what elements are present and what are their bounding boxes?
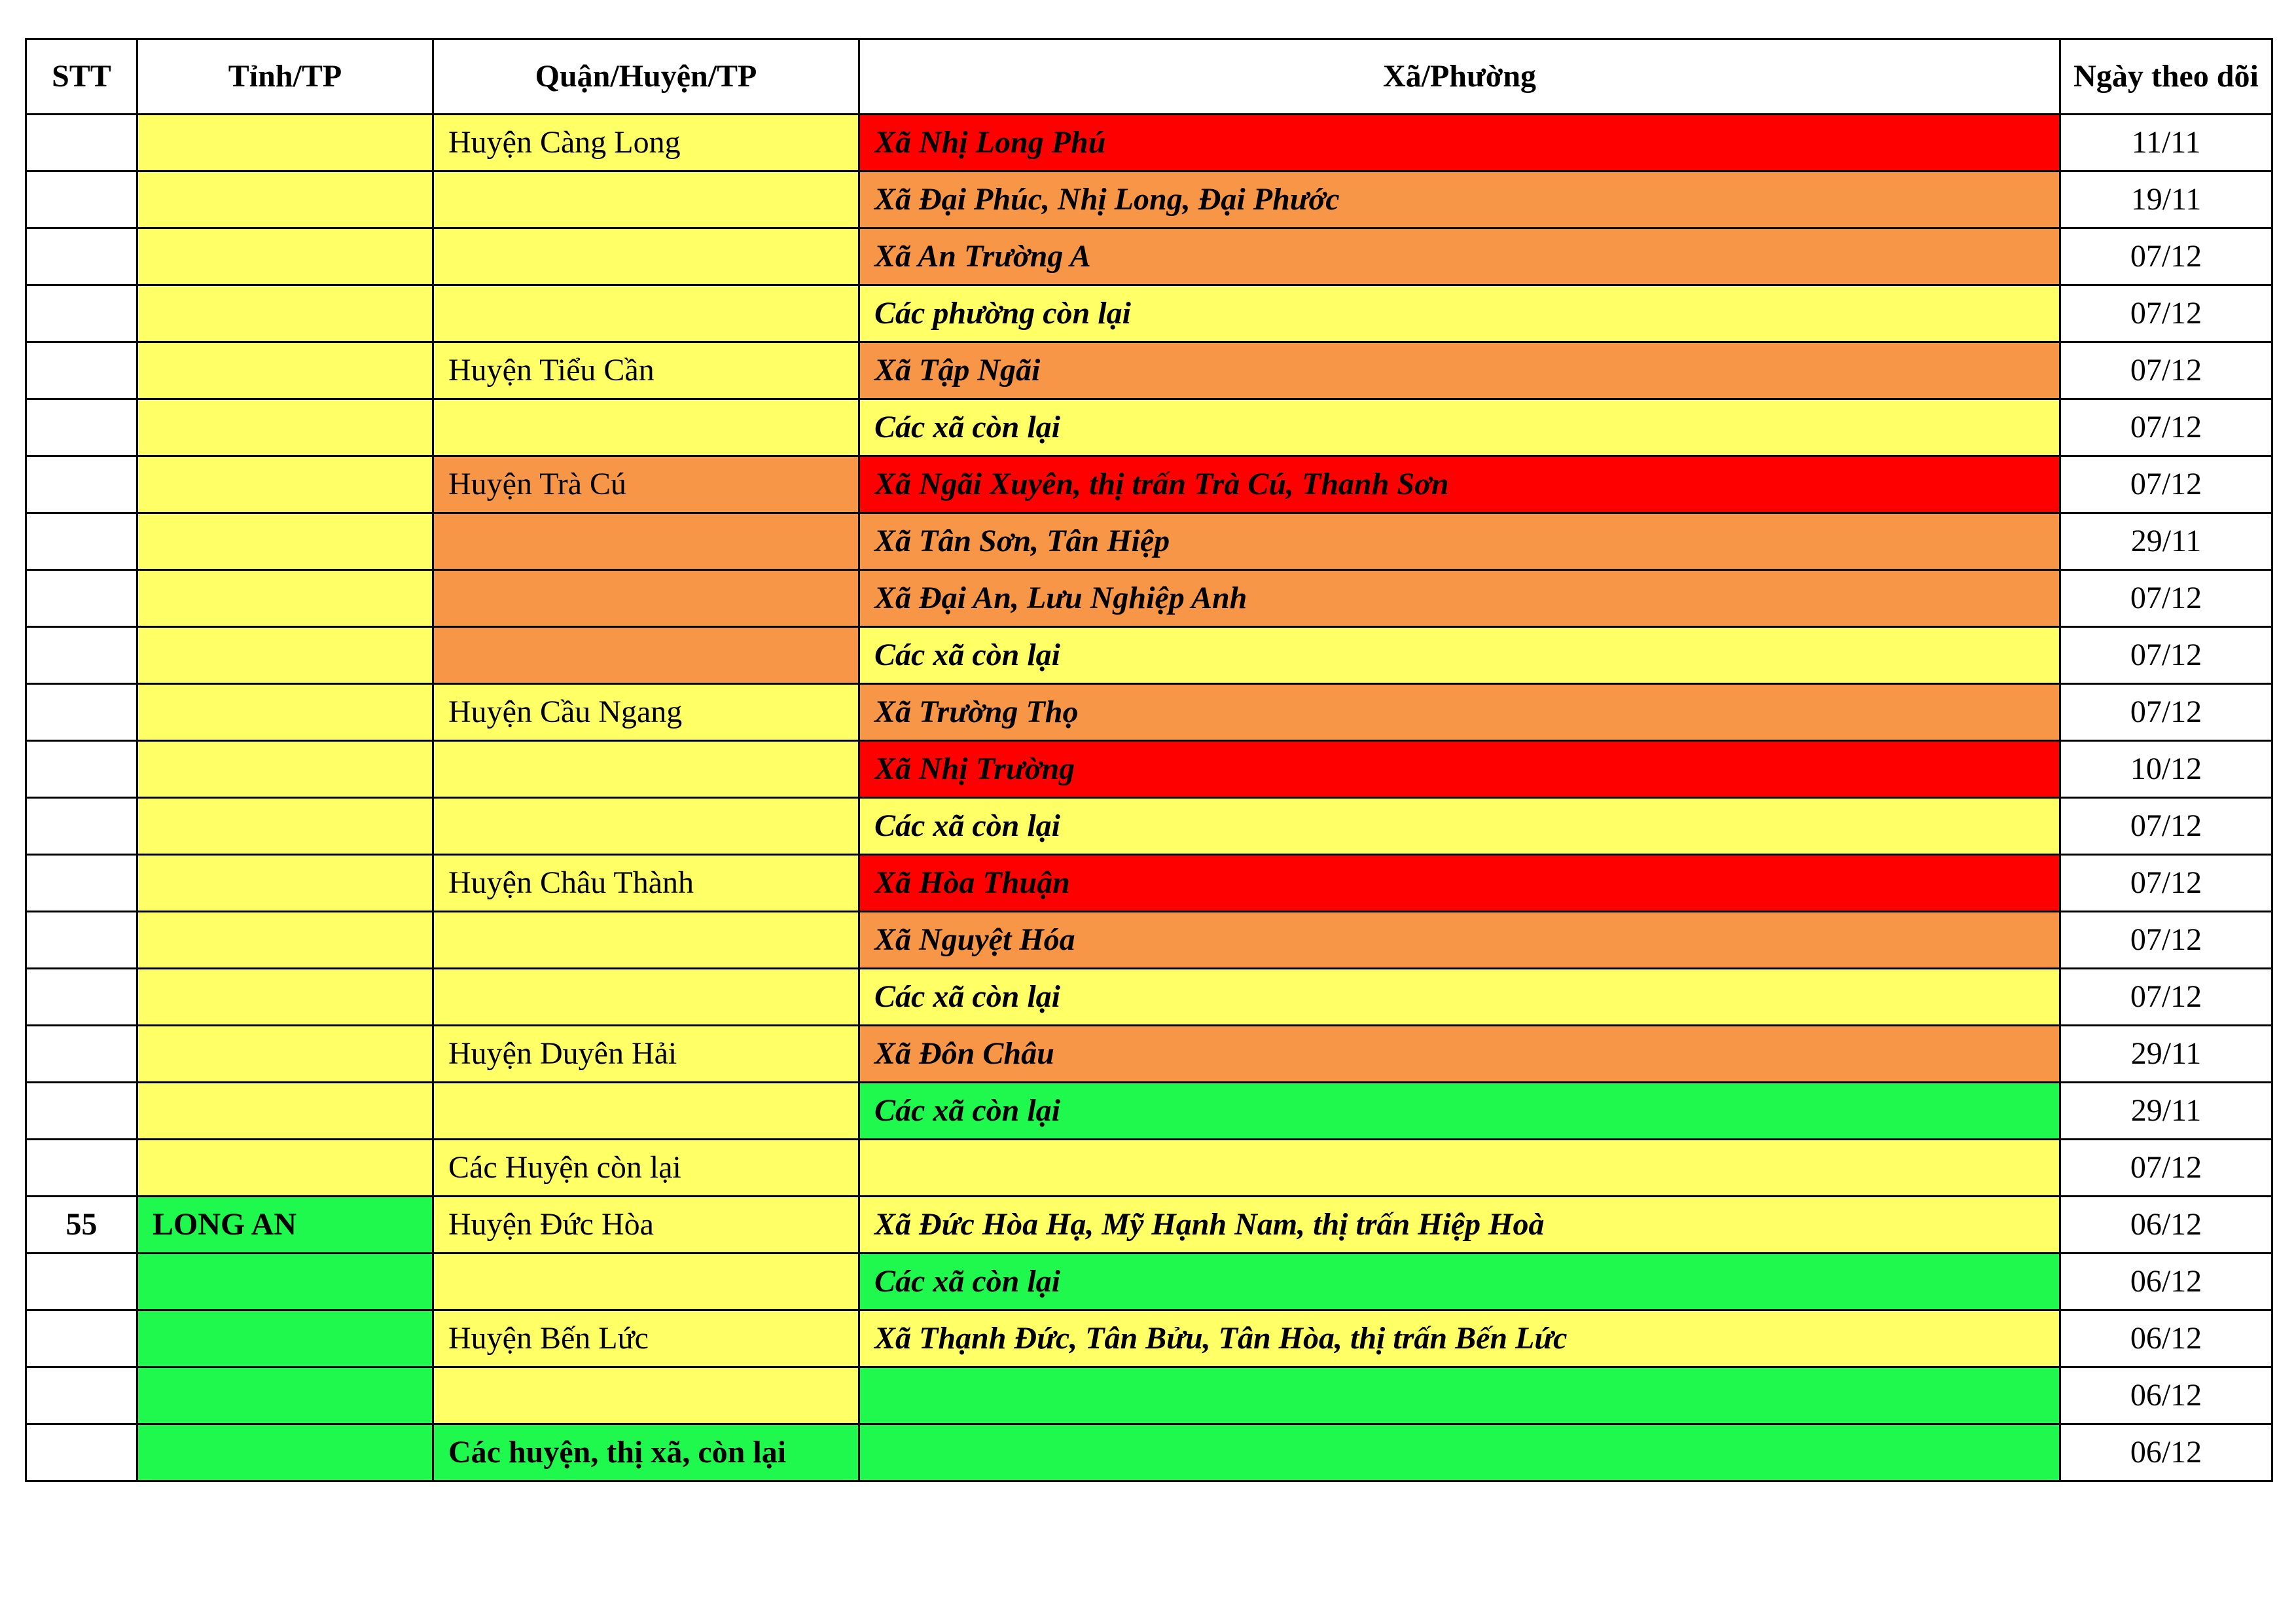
cell-stt: [26, 570, 137, 627]
cell-stt: [26, 969, 137, 1026]
cell-province: [137, 570, 433, 627]
cell-stt: [26, 171, 137, 228]
header-district: Quận/Huyện/TP: [433, 39, 859, 115]
cell-province: [137, 1083, 433, 1140]
cell-district: [433, 513, 859, 570]
cell-province: [137, 228, 433, 285]
cell-commune: Các xã còn lại: [859, 1083, 2060, 1140]
table-row: [26, 1083, 2272, 1140]
cell-monitor-date: 07/12: [2060, 1140, 2272, 1197]
cell-stt: 55: [26, 1197, 137, 1254]
cell-monitor-date: 11/11: [2060, 115, 2272, 171]
cell-district: Các Huyện còn lại: [433, 1140, 859, 1197]
cell-monitor-date: 07/12: [2060, 285, 2272, 342]
cell-commune: Các phường còn lại: [859, 285, 2060, 342]
cell-monitor-date: 07/12: [2060, 855, 2272, 912]
cell-stt: [26, 456, 137, 513]
cell-commune: Xã Nguyệt Hóa: [859, 912, 2060, 969]
cell-monitor-date: 29/11: [2060, 513, 2272, 570]
cell-monitor-date: 06/12: [2060, 1197, 2272, 1254]
cell-district: [433, 1254, 859, 1310]
cell-stt: [26, 798, 137, 855]
cell-province: LONG AN: [137, 1197, 433, 1254]
cell-monitor-date: 06/12: [2060, 1367, 2272, 1424]
cell-district: [433, 171, 859, 228]
cell-commune: Xã Đại Phúc, Nhị Long, Đại Phước: [859, 171, 2060, 228]
table-row: [26, 1424, 2272, 1481]
header-monitor-date: Ngày theo dõi: [2060, 39, 2272, 115]
header-commune: Xã/Phường: [859, 39, 2060, 115]
cell-district: Huyện Cầu Ngang: [433, 684, 859, 741]
cell-commune: Xã Đại An, Lưu Nghiệp Anh: [859, 570, 2060, 627]
cell-monitor-date: 19/11: [2060, 171, 2272, 228]
table-row: [26, 570, 2272, 627]
table-row: [26, 684, 2272, 741]
cell-commune: Xã Nhị Trường: [859, 741, 2060, 798]
cell-commune: Các xã còn lại: [859, 1254, 2060, 1310]
cell-province: [137, 969, 433, 1026]
cell-stt: [26, 1310, 137, 1367]
cell-province: [137, 342, 433, 399]
cell-stt: [26, 1083, 137, 1140]
cell-monitor-date: 07/12: [2060, 456, 2272, 513]
table-row: [26, 1140, 2272, 1197]
cell-province: [137, 798, 433, 855]
cell-province: [137, 912, 433, 969]
header-row: [26, 39, 2272, 115]
cell-district: [433, 399, 859, 456]
cell-district: [433, 1367, 859, 1424]
cell-stt: [26, 115, 137, 171]
cell-province: [137, 171, 433, 228]
table-row: [26, 456, 2272, 513]
table-row: [26, 285, 2272, 342]
cell-province: [137, 456, 433, 513]
cell-monitor-date: 06/12: [2060, 1254, 2272, 1310]
table-row: [26, 115, 2272, 171]
cell-stt: [26, 684, 137, 741]
cell-monitor-date: 07/12: [2060, 798, 2272, 855]
table-row: [26, 171, 2272, 228]
table-row: [26, 1254, 2272, 1310]
cell-province: [137, 513, 433, 570]
cell-province: [137, 1254, 433, 1310]
table-row: [26, 1197, 2272, 1254]
table-row: [26, 399, 2272, 456]
cell-stt: [26, 1254, 137, 1310]
cell-district: Huyện Tiểu Cần: [433, 342, 859, 399]
cell-monitor-date: 07/12: [2060, 969, 2272, 1026]
cell-district: [433, 798, 859, 855]
cell-monitor-date: 29/11: [2060, 1026, 2272, 1083]
cell-commune: Xã Hòa Thuận: [859, 855, 2060, 912]
cell-district: [433, 741, 859, 798]
cell-district: [433, 969, 859, 1026]
cell-province: [137, 399, 433, 456]
cell-province: [137, 741, 433, 798]
cell-commune: Xã Thạnh Đức, Tân Bửu, Tân Hòa, thị trấn Bến Lức: [859, 1310, 2060, 1367]
cell-stt: [26, 228, 137, 285]
table-row: [26, 513, 2272, 570]
cell-district: [433, 285, 859, 342]
cell-commune: Xã Tân Sơn, Tân Hiệp: [859, 513, 2060, 570]
cell-commune: Xã An Trường A: [859, 228, 2060, 285]
cell-province: [137, 115, 433, 171]
header-stt: STT: [26, 39, 137, 115]
cell-district: Huyện Càng Long: [433, 115, 859, 171]
cell-commune: Xã Đức Hòa Hạ, Mỹ Hạnh Nam, thị trấn Hiệp Hoà: [859, 1197, 2060, 1254]
cell-monitor-date: 06/12: [2060, 1424, 2272, 1481]
cell-province: [137, 1026, 433, 1083]
cell-stt: [26, 741, 137, 798]
table-body: [26, 115, 2272, 1481]
cell-monitor-date: 07/12: [2060, 399, 2272, 456]
cell-commune: [859, 1140, 2060, 1197]
cell-stt: [26, 855, 137, 912]
table-row: [26, 912, 2272, 969]
table-row: [26, 228, 2272, 285]
cell-stt: [26, 1026, 137, 1083]
cell-district: Huyện Trà Cú: [433, 456, 859, 513]
cell-commune: [859, 1367, 2060, 1424]
cell-province: [137, 627, 433, 684]
cell-commune: Xã Đôn Châu: [859, 1026, 2060, 1083]
cell-stt: [26, 1424, 137, 1481]
table-row: [26, 1310, 2272, 1367]
cell-commune: Xã Tập Ngãi: [859, 342, 2060, 399]
table-row: [26, 627, 2272, 684]
cell-district: [433, 570, 859, 627]
cell-commune: [859, 1424, 2060, 1481]
cell-monitor-date: 06/12: [2060, 1310, 2272, 1367]
cell-monitor-date: 07/12: [2060, 570, 2272, 627]
table-row: [26, 1367, 2272, 1424]
cell-district: [433, 912, 859, 969]
cell-monitor-date: 07/12: [2060, 627, 2272, 684]
cell-province: [137, 1367, 433, 1424]
cell-commune: Các xã còn lại: [859, 627, 2060, 684]
cell-commune: Các xã còn lại: [859, 399, 2060, 456]
covid-level-table: [25, 38, 2273, 1482]
cell-district: Các huyện, thị xã, còn lại: [433, 1424, 859, 1481]
cell-commune: Xã Trường Thọ: [859, 684, 2060, 741]
cell-district: Huyện Đức Hòa: [433, 1197, 859, 1254]
header-province: Tỉnh/TP: [137, 39, 433, 115]
cell-province: [137, 1140, 433, 1197]
table-row: [26, 741, 2272, 798]
table-row: [26, 342, 2272, 399]
cell-monitor-date: 07/12: [2060, 912, 2272, 969]
cell-monitor-date: 07/12: [2060, 684, 2272, 741]
cell-monitor-date: 07/12: [2060, 342, 2272, 399]
cell-stt: [26, 399, 137, 456]
cell-province: [137, 1310, 433, 1367]
cell-monitor-date: 29/11: [2060, 1083, 2272, 1140]
cell-stt: [26, 285, 137, 342]
cell-district: Huyện Châu Thành: [433, 855, 859, 912]
cell-monitor-date: 07/12: [2060, 228, 2272, 285]
cell-stt: [26, 342, 137, 399]
cell-stt: [26, 513, 137, 570]
cell-commune: Các xã còn lại: [859, 798, 2060, 855]
cell-commune: Các xã còn lại: [859, 969, 2060, 1026]
cell-district: Huyện Bến Lức: [433, 1310, 859, 1367]
cell-province: [137, 855, 433, 912]
table-row: [26, 969, 2272, 1026]
cell-district: Huyện Duyên Hải: [433, 1026, 859, 1083]
cell-commune: Xã Nhị Long Phú: [859, 115, 2060, 171]
table-row: [26, 855, 2272, 912]
cell-province: [137, 1424, 433, 1481]
cell-district: [433, 228, 859, 285]
cell-stt: [26, 912, 137, 969]
cell-stt: [26, 1367, 137, 1424]
cell-stt: [26, 627, 137, 684]
table-row: [26, 1026, 2272, 1083]
cell-province: [137, 285, 433, 342]
table-row: [26, 798, 2272, 855]
cell-stt: [26, 1140, 137, 1197]
cell-district: [433, 1083, 859, 1140]
cell-monitor-date: 10/12: [2060, 741, 2272, 798]
cell-district: [433, 627, 859, 684]
cell-commune: Xã Ngãi Xuyên, thị trấn Trà Cú, Thanh Sơn: [859, 456, 2060, 513]
cell-province: [137, 684, 433, 741]
